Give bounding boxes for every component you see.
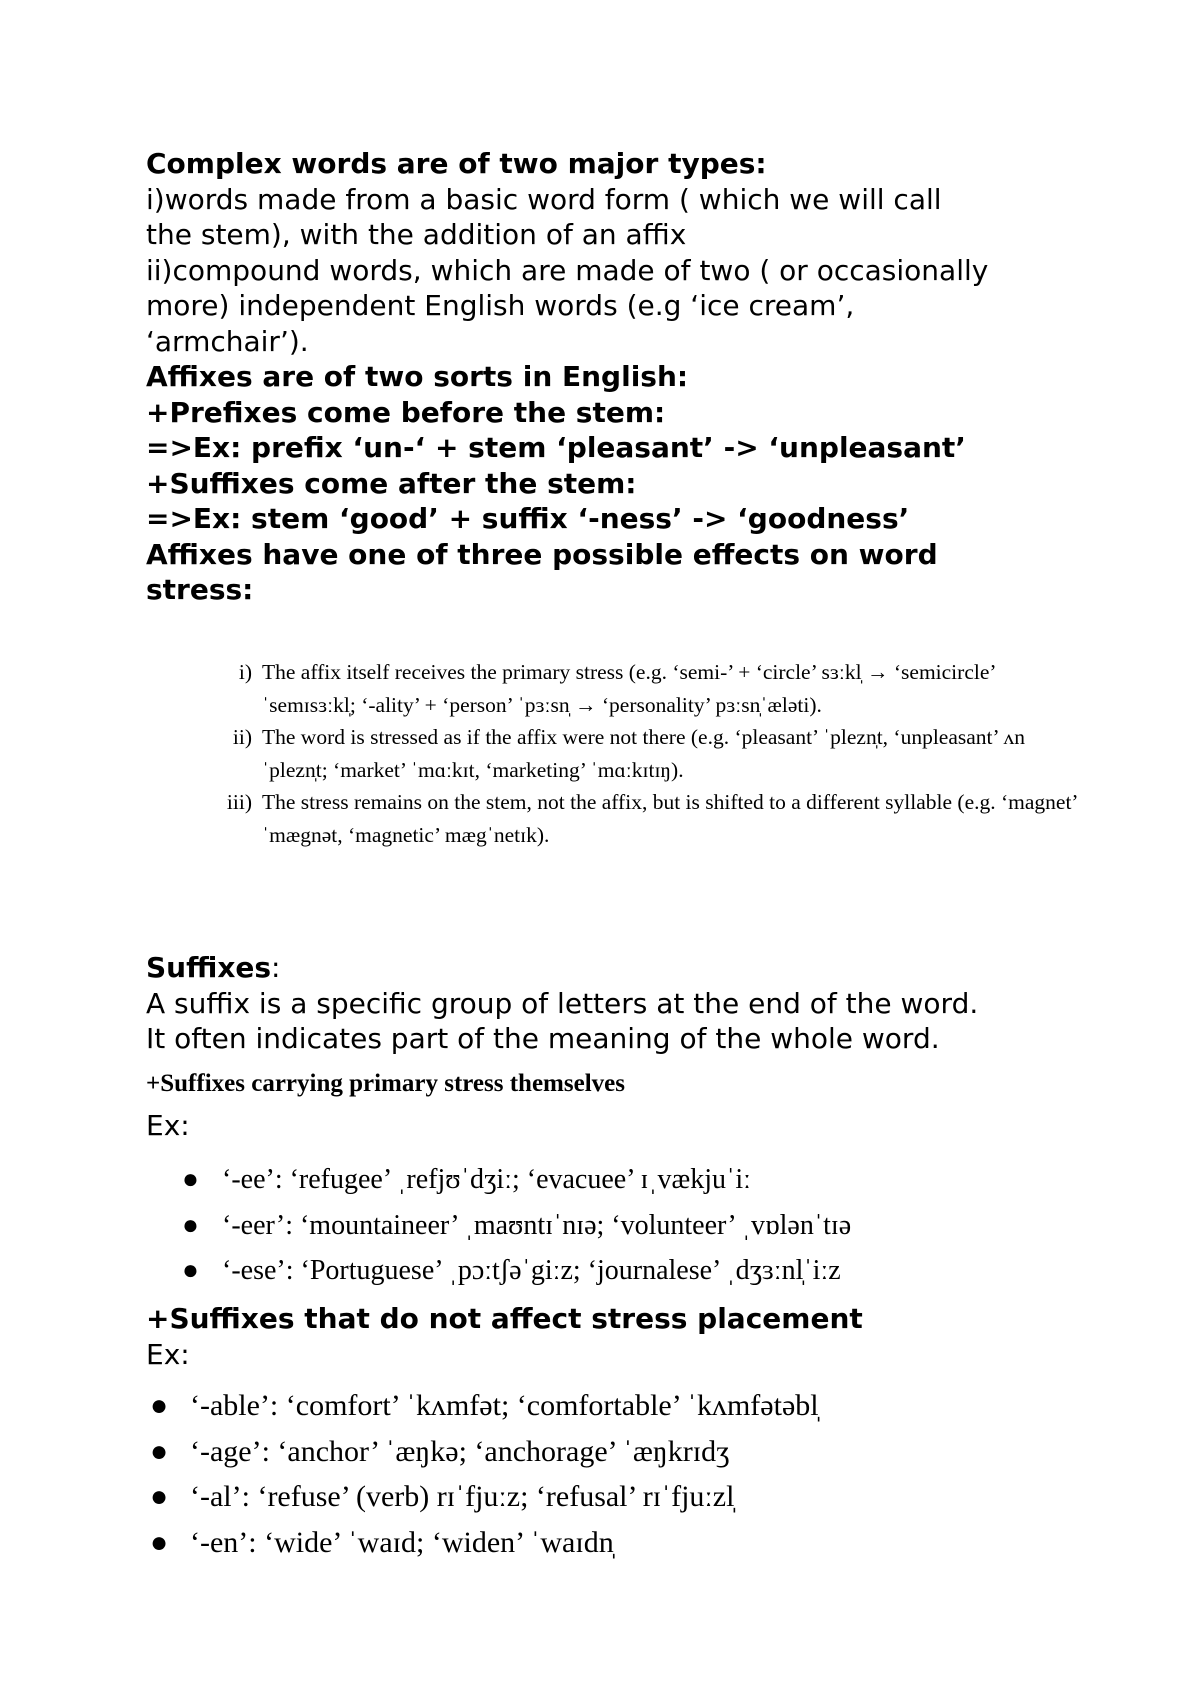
list-item-text: ‘-en’: ‘wide’ ˈwaɪd; ‘widen’ ˈwaɪdn̩ [190,1525,614,1559]
list-item-text: ‘-age’: ‘anchor’ ˈæŋkə; ‘anchorage’ ˈæŋkrɪdʒ [190,1434,730,1468]
excerpt-item-text: The word is stressed as if the affix were not there (e.g. ‘pleasant’ ˈplezn̩t, ‘unpleasant’ ʌnˈplezn̩t; ‘market’ ˈmɑːkɪt, ‘marketing’ ˈmɑːkɪtɪŋ). [262,725,1025,782]
intro-point2-line2: more) independent English words (e.g ‘ice cream’, [146,289,855,322]
prefixes-line: +Prefixes come before the stem: [146,395,666,429]
affixes-heading: Affixes are of two sorts in English: [146,360,689,393]
list-item [150,1474,819,1520]
excerpt-item-text: The stress remains on the stem, not the affix, but is shifted to a different syllable (e.g. ‘magnet’ ˈmægnət, ‘magnetic’ mægˈnetɪk). [262,790,1077,847]
suffixes-section [146,950,1156,1057]
prefix-example: =>Ex: prefix ‘un-‘ + stem ‘pleasant’ -> ‘unpleasant’ [146,431,966,464]
effects-line2: stress: [146,573,254,606]
bullet-icon: ● [182,1209,199,1241]
bullet-icon: ● [182,1164,199,1195]
neutral-section [146,1301,1156,1372]
list-item [150,1383,819,1429]
intro-point2-line3: ‘armchair’). [146,324,309,358]
suffix-definition-line1: A suffix is a specific group of letters at the end of the word. [146,986,979,1020]
suffix-example: =>Ex: stem ‘good’ + suffix ‘-ness’ -> ‘goodness’ [146,502,910,535]
bullet-icon: ● [150,1389,169,1422]
bullet-icon: ● [150,1434,169,1468]
excerpt-item-number: ii) [232,725,252,749]
list-item [150,1520,819,1566]
excerpt-item-number: iii) [226,790,252,814]
intro-heading: Complex words are of two major types: [146,147,767,180]
suffixes-heading-line [146,950,1156,986]
list-item-text: ‘-ee’: ‘refugee’ ˌrefjʊˈdʒiː; ‘evacuee’ ɪˌvækjuˈiː [222,1164,751,1195]
stress-effects-excerpt [208,656,1088,851]
bullet-icon: ● [182,1255,199,1286]
intro-point1-line1: i)words made from a basic word form ( which we will call [146,182,942,216]
excerpt-item-text: The affix itself receives the primary stress (e.g. ‘semi-’ + ‘circle’ sɜːkl̩ → ‘semicircle’ ˈsemɪsɜːkl̩; ‘-ality’ + ‘person’ ˈpɜːsn̩ → ‘personality’ pɜːsn̩ˈæləti). [262,660,995,717]
list-item-text: ‘-able’: ‘comfort’ ˈkʌmfət; ‘comfortable’ ˈkʌmfətəbl̩ [190,1389,819,1422]
list-item [182,1157,851,1203]
ex-label-2: Ex: [146,1337,190,1371]
bullet-icon: ● [150,1525,169,1559]
list-item [182,1248,851,1294]
excerpt-item [208,656,1088,721]
neutral-stress-heading: +Suffixes that do not affect stress placement [146,1302,863,1335]
excerpt-item [208,786,1088,851]
list-item [150,1429,819,1475]
primary-stress-heading: +Suffixes carrying primary stress themselves [146,1070,625,1097]
intro-section [146,146,1156,608]
effects-line1: Affixes have one of three possible effects on word [146,537,938,571]
list-item-text: ‘-eer’: ‘mountaineer’ ˌmaʊntɪˈnɪə; ‘volunteer’ ˌvɒlənˈtɪə [222,1209,852,1241]
list-item-text: ‘-ese’: ‘Portuguese’ ˌpɔːtʃəˈgiːz; ‘journalese’ ˌdʒɜːnl̩ˈiːz [222,1255,841,1286]
excerpt-item-number: i) [238,660,252,684]
excerpt-item [208,721,1088,786]
suffixes-heading: Suffixes [146,951,272,984]
suffixes-line: +Suffixes come after the stem: [146,466,637,500]
suffix-definition-line2: It often indicates part of the meaning of the whole word. [146,1022,940,1055]
intro-point1-line2: the stem), with the addition of an affix [146,218,687,251]
ex-label-1: Ex: [146,1109,190,1142]
intro-point2-line1: ii)compound words, which are made of two ( or occasionally [146,253,989,287]
neutral-stress-examples [150,1383,819,1565]
suffixes-heading-colon: : [271,951,281,984]
list-item-text: ‘-al’: ‘refuse’ (verb) rɪˈfjuːz; ‘refusal’ rɪˈfjuːzl̩ [190,1480,735,1513]
bullet-icon: ● [150,1480,169,1513]
list-item [182,1203,852,1249]
primary-stress-examples [182,1157,852,1294]
